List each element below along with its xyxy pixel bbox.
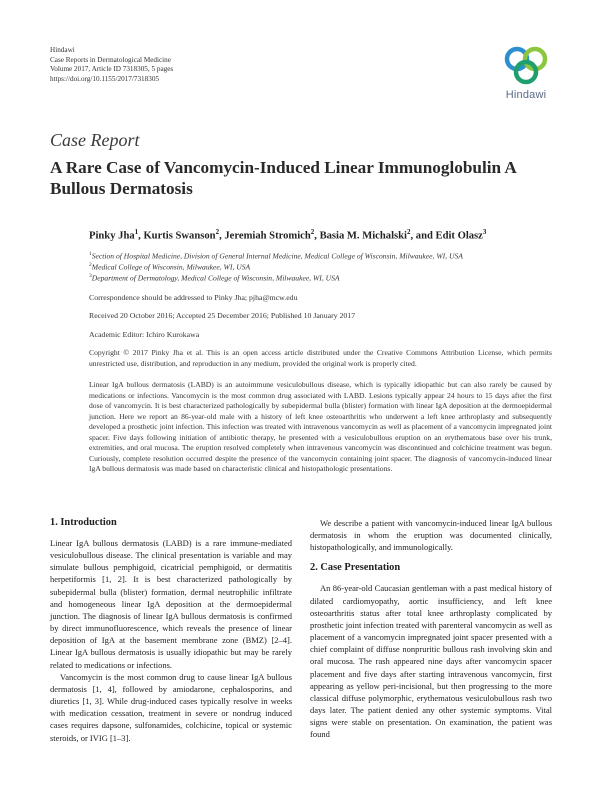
affiliation-num: 2 — [89, 262, 92, 268]
affiliation-text: Section of Hospital Medicine, Division of General Internal Medicine, Medical College of Wisconsin, Milwaukee, WI, USA — [91, 251, 463, 261]
intro-paragraph-1: Linear IgA bullous dermatosis (LABD) is a rare immune-mediated vesiculobullous disease. The clinical presentation is variable and may simulate bullous pemphigoid, cicatricial pemphigoid, or dermatitis herpetiformis [1, 2]. It is best characterized pathologically by subepidermal bulla (blister) formation, dermal neutrophilic infiltrate and homogeneous linear IgA deposition at the dermoepidermal junction. The diagnosis of linear IgA bullous dermatosis is confirmed by direct immunofluorescence, which reveals the presence of linear deposition of IgA at the basement membrane zone (BMZ) [2–4]. Linear IgA bullous dermatosis is usually idiopathic but may be rarely related to medications or infections. — [50, 538, 292, 670]
journal-info — [50, 46, 173, 84]
journal-name: Case Reports in Dermatological Medicine — [50, 55, 171, 64]
author-sep: , and — [410, 230, 436, 242]
author-sep: , — [138, 230, 144, 242]
affiliation — [89, 273, 340, 283]
intro-paragraph-2: Vancomycin is the most common drug to cause linear IgA bullous dermatosis [1, 4], followed by amiodarone, cephalosporins, and diuretics [1, 3]. While drug-induced cases typically resolve in weeks with medication cessation, treatment in severe or nondrug induced cases requires dapsone, sulfonamides, colchicine, topical or systemic steroids, or IVIG [1–3]. — [50, 671, 292, 743]
intro-paragraph-3: We describe a patient with vancomycin-induced linear IgA bullous dermatosis in whom the eruption was documented clinically, histopathologically, and immunologically. — [310, 518, 552, 553]
author-affil-num: 2 — [310, 228, 315, 236]
publication-dates: Received 20 October 2016; Accepted 25 December 2016; Published 10 January 2017 — [89, 311, 356, 320]
author-name: Basia M. Michalski — [319, 230, 407, 242]
author-name: Kurtis Swanson — [143, 230, 216, 242]
section-heading-case-presentation: 2. Case Presentation — [310, 562, 401, 574]
left-column — [50, 517, 292, 744]
section-heading-introduction: 1. Introduction — [50, 517, 117, 528]
affiliation-text: Medical College of Wisconsin, Milwaukee, WI, USA — [91, 262, 251, 272]
author-list — [89, 228, 486, 242]
article-type: Case Report — [50, 130, 140, 150]
author-name: Pinky Jha — [89, 230, 135, 242]
correspondence: Correspondence should be addressed to Pinky Jha; pjha@mcw.edu — [89, 293, 298, 302]
doi-link[interactable]: https://doi.org/10.1155/2017/7318305 — [50, 74, 160, 83]
article-title: A Rare Case of Vancomycin-Induced Linear Immunoglobulin A Bullous Dermatosis — [50, 158, 516, 198]
author-name: Jeremiah Stromich — [224, 230, 311, 242]
affiliation-text: Department of Dermatology, Medical College of Wisconsin, Milwaukee, WI, USA — [91, 273, 340, 283]
author-name: Edit Olasz — [435, 230, 483, 242]
copyright-notice: Copyright © 2017 Pinky Jha et al. This is an open access article distributed under the Creative Commons Attribution License, which permits unrestricted use, distribution, and reproduction in any medium, provided the original work is properly cited. — [89, 348, 552, 368]
abstract: Linear IgA bullous dermatosis (LABD) is an autoimmune vesiculobullous disease, which is typically idiopathic but can also rarely be caused by medications or infections. Vancomycin is the most common drug associated with LABD. Lesions typically appear 24 hours to 15 days after the first dose of vancomycin. It is best characterized pathologically by subepidermal bulla (blister) formation with linear IgA deposition at the dermoepidermal junction. Here we report an 86-year-old male with a history of left knee osteoarthritis who underwent a left knee arthroplasty and subsequently developed a prosthetic joint infection. This infection was treated with intravenous vancomycin as well as placement of a vancomycin impregnated joint spacer. Five days following initiation of antibiotic therapy, he presented with a vesiculobullous eruption on an erythematous base over his trunk, extremities, and oral mucosa. The eruption resolved completely when intravenous vancomycin was discontinued and colchicine treatment was begun. Curiously, complete resolution occurred despite the presence of the vancomycin containing joint spacer. The diagnosis of vancomycin-induced linear IgA bullous dermatosis was made based on characteristic clinical and histopathologic presentations. — [89, 380, 552, 473]
case-paragraph-1: An 86-year-old Caucasian gentleman with a past medical history of dilated cardiomyopathy, aortic insufficiency, and left knee osteoarthritis status after total knee arthroplasty complicated by prosthetic joint infection treated with parenteral vancomycin as well as placement of a vancomycin impregnated joint spacer presented with a chief complaint of diffuse nonpruritic bullous rash involving skin and oral mucosa. The rash appeared nine days after vancomycin spacer placement and five days after starting intravenous vancomycin, first appearing as yellow peri-incisional, but then progressing to the more classical diffuse polymorphic, erythematous vesiculobullous rash two days later. The patient denied any other systemic symptoms. Vital signs were stable on presentation. On examination, the patient was found — [310, 583, 552, 740]
author-sep: , — [314, 230, 320, 242]
author-sep: , — [219, 230, 225, 242]
publisher-logo — [498, 43, 554, 105]
logo-wordmark: Hindawi — [505, 89, 547, 101]
author-affil-num: 2 — [215, 228, 220, 236]
volume-info: Volume 2017, Article ID 7318305, 5 pages — [50, 65, 174, 74]
affiliation — [89, 251, 463, 261]
affiliation-num: 1 — [89, 251, 92, 257]
author-affil-num: 1 — [134, 228, 139, 236]
author-affil-num: 2 — [406, 228, 411, 236]
academic-editor: Academic Editor: Ichiro Kurokawa — [89, 330, 200, 339]
affiliation — [89, 262, 250, 272]
author-affil-num: 3 — [482, 228, 487, 236]
publisher-name: Hindawi — [50, 46, 75, 54]
right-column — [310, 517, 552, 741]
affiliation-num: 3 — [89, 273, 92, 279]
hindawi-logo-icon — [498, 43, 554, 87]
